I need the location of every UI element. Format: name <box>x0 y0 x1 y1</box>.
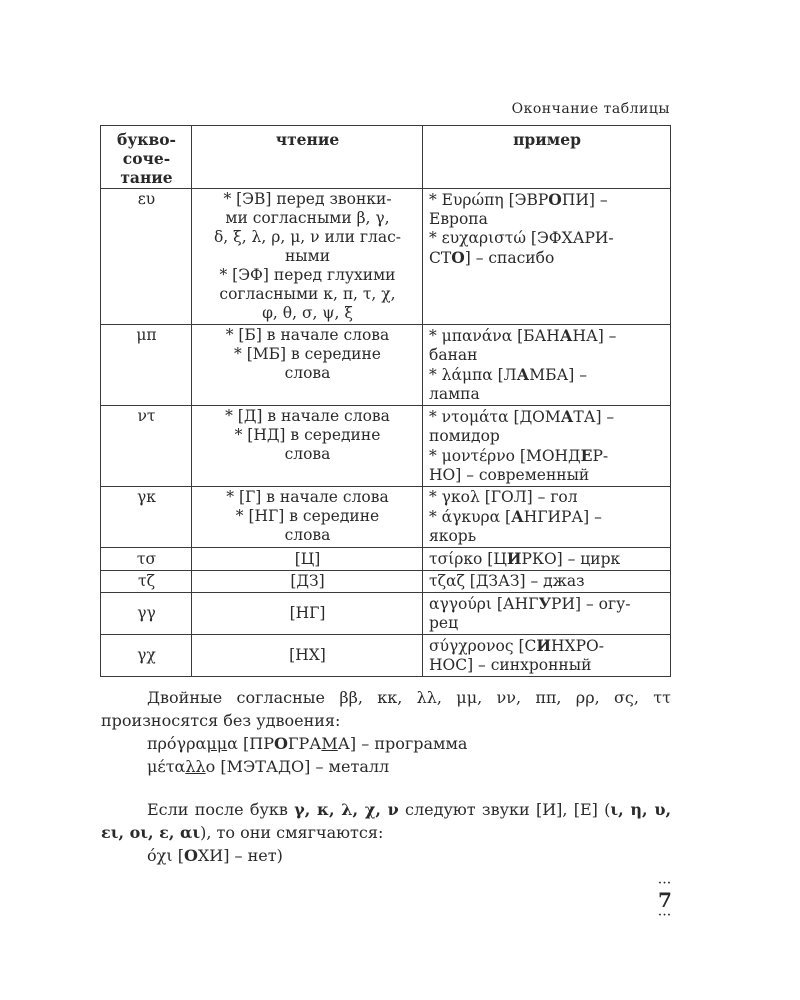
reading-cell <box>192 406 423 487</box>
letter-combination-cell: γγ <box>101 593 192 635</box>
example-cell <box>423 571 671 593</box>
reading-line: * [НГ] в середине <box>235 507 380 525</box>
reading-cell <box>192 548 423 571</box>
reading-line: согласными κ, π, τ, χ, <box>219 285 396 303</box>
table-row <box>101 406 671 487</box>
example-cell <box>423 406 671 487</box>
reading-line: * [ЭВ] перед звонки- <box>223 190 392 208</box>
example-cell <box>423 325 671 406</box>
table-row <box>101 548 671 571</box>
example-cell <box>423 635 671 677</box>
example-line: * ευχαριστώ [ЭФХАРИ- <box>429 229 614 247</box>
table-row <box>101 487 671 548</box>
reading-line: ными <box>284 247 331 265</box>
example-line: * Ευρώπη [ЭВРОПИ] – <box>429 190 608 209</box>
table-row <box>101 593 671 635</box>
reading-line: слова <box>284 526 331 544</box>
example-metal: μέταλλο [МЭТАДО] – металл <box>147 757 390 776</box>
softening-text: Если после букв γ, κ, λ, χ, ν следуют звуки [И], [Е] (ι, η, υ, ει, οι, ε, αι), то они смягчаются: <box>101 800 672 842</box>
example-line: якорь <box>429 527 477 545</box>
reading-line: ми согласными β, γ, <box>225 209 390 227</box>
reading-line: δ, ξ, λ, ρ, μ, ν или глас- <box>213 228 402 246</box>
example-line: * μπανάνα [БАНАНА] – <box>429 326 617 345</box>
example-line: * λάμπα [ЛАМБА] – <box>429 365 587 384</box>
header-reading: чтение <box>192 126 423 189</box>
letter-combination-cell: ντ <box>101 406 192 487</box>
example-line: τζαζ [ДЗАЗ] – джаз <box>429 572 585 590</box>
reading-line: [НХ] <box>289 646 326 664</box>
reading-line: [НГ] <box>289 604 326 622</box>
reading-line: [ДЗ] <box>290 572 325 590</box>
reading-cell <box>192 593 423 635</box>
table-continuation-label: Окончание таблицы <box>511 101 670 117</box>
reading-line: * [Г] в начале слова <box>226 488 389 506</box>
table-row <box>101 571 671 593</box>
example-program: πρόγραμμα [ПРОГРАМА] – программа <box>147 734 468 753</box>
example-line: лампа <box>429 385 480 403</box>
example-cell <box>423 548 671 571</box>
example-line: τσίρκο [ЦИРКО] – цирк <box>429 549 621 568</box>
reading-line: * [МБ] в середине <box>234 345 381 363</box>
example-line: рец <box>429 614 459 632</box>
letter-combination-cell: μπ <box>101 325 192 406</box>
example-line: НОС] – синхронный <box>429 656 592 674</box>
reading-line: * [Б] в начале слова <box>225 326 390 344</box>
example-line: СТО] – спасибо <box>429 248 555 267</box>
example-no: όχι [ОХИ] – нет) <box>147 846 283 865</box>
header-example: пример <box>423 126 671 189</box>
reading-cell <box>192 635 423 677</box>
letter-combination-cell: ευ <box>101 189 192 325</box>
reading-cell <box>192 325 423 406</box>
reading-line: * [Д] в начале слова <box>225 407 390 425</box>
reading-line: φ, θ, σ, ψ, ξ <box>262 304 353 322</box>
reading-line: * [НД] в середине <box>234 426 381 444</box>
letter-combination-cell: τζ <box>101 571 192 593</box>
reading-line: [Ц] <box>294 549 321 568</box>
reading-cell <box>192 189 423 325</box>
example-cell <box>423 593 671 635</box>
example-line: * ντομάτα [ДОМАТА] – <box>429 407 615 426</box>
reading-cell <box>192 571 423 593</box>
example-line: * μοντέρνο [МОНДЕР- <box>429 446 609 465</box>
table-header-row <box>101 126 671 189</box>
table-body <box>101 189 671 677</box>
example-line: банан <box>429 346 478 364</box>
double-consonants-paragraph <box>101 686 671 778</box>
reading-line: * [ЭФ] перед глухими <box>219 266 396 284</box>
letter-combination-cell: τσ <box>101 548 192 571</box>
example-line: * άγκυρα [АНГИРА] – <box>429 507 602 526</box>
example-line: НО] – современный <box>429 466 590 484</box>
table-row <box>101 189 671 325</box>
example-line: Европа <box>429 210 488 228</box>
double-consonants-text: Двойные согласные ββ, κκ, λλ, μμ, νν, ππ, ρρ, σς, ττ произносятся без удвоения: <box>101 688 671 730</box>
header-combination: букво- соче- тание <box>101 126 192 189</box>
table-row <box>101 635 671 677</box>
example-line: помидор <box>429 427 500 445</box>
reading-cell <box>192 487 423 548</box>
example-line: αγγούρι [АНГУРИ] – огу- <box>429 594 631 613</box>
softening-paragraph <box>101 798 671 867</box>
example-line: σύγχρονος [СИНХРО- <box>429 636 604 655</box>
reading-line: слова <box>284 364 331 382</box>
example-cell <box>423 487 671 548</box>
table-row <box>101 325 671 406</box>
letter-combination-cell: γχ <box>101 635 192 677</box>
example-line: * γκολ [ГОЛ] – гол <box>429 488 578 506</box>
letter-combination-cell: γκ <box>101 487 192 548</box>
page-number: ··· 7 ··· <box>658 878 672 921</box>
phonetics-table <box>100 125 671 677</box>
example-cell <box>423 189 671 325</box>
reading-line: слова <box>284 445 331 463</box>
